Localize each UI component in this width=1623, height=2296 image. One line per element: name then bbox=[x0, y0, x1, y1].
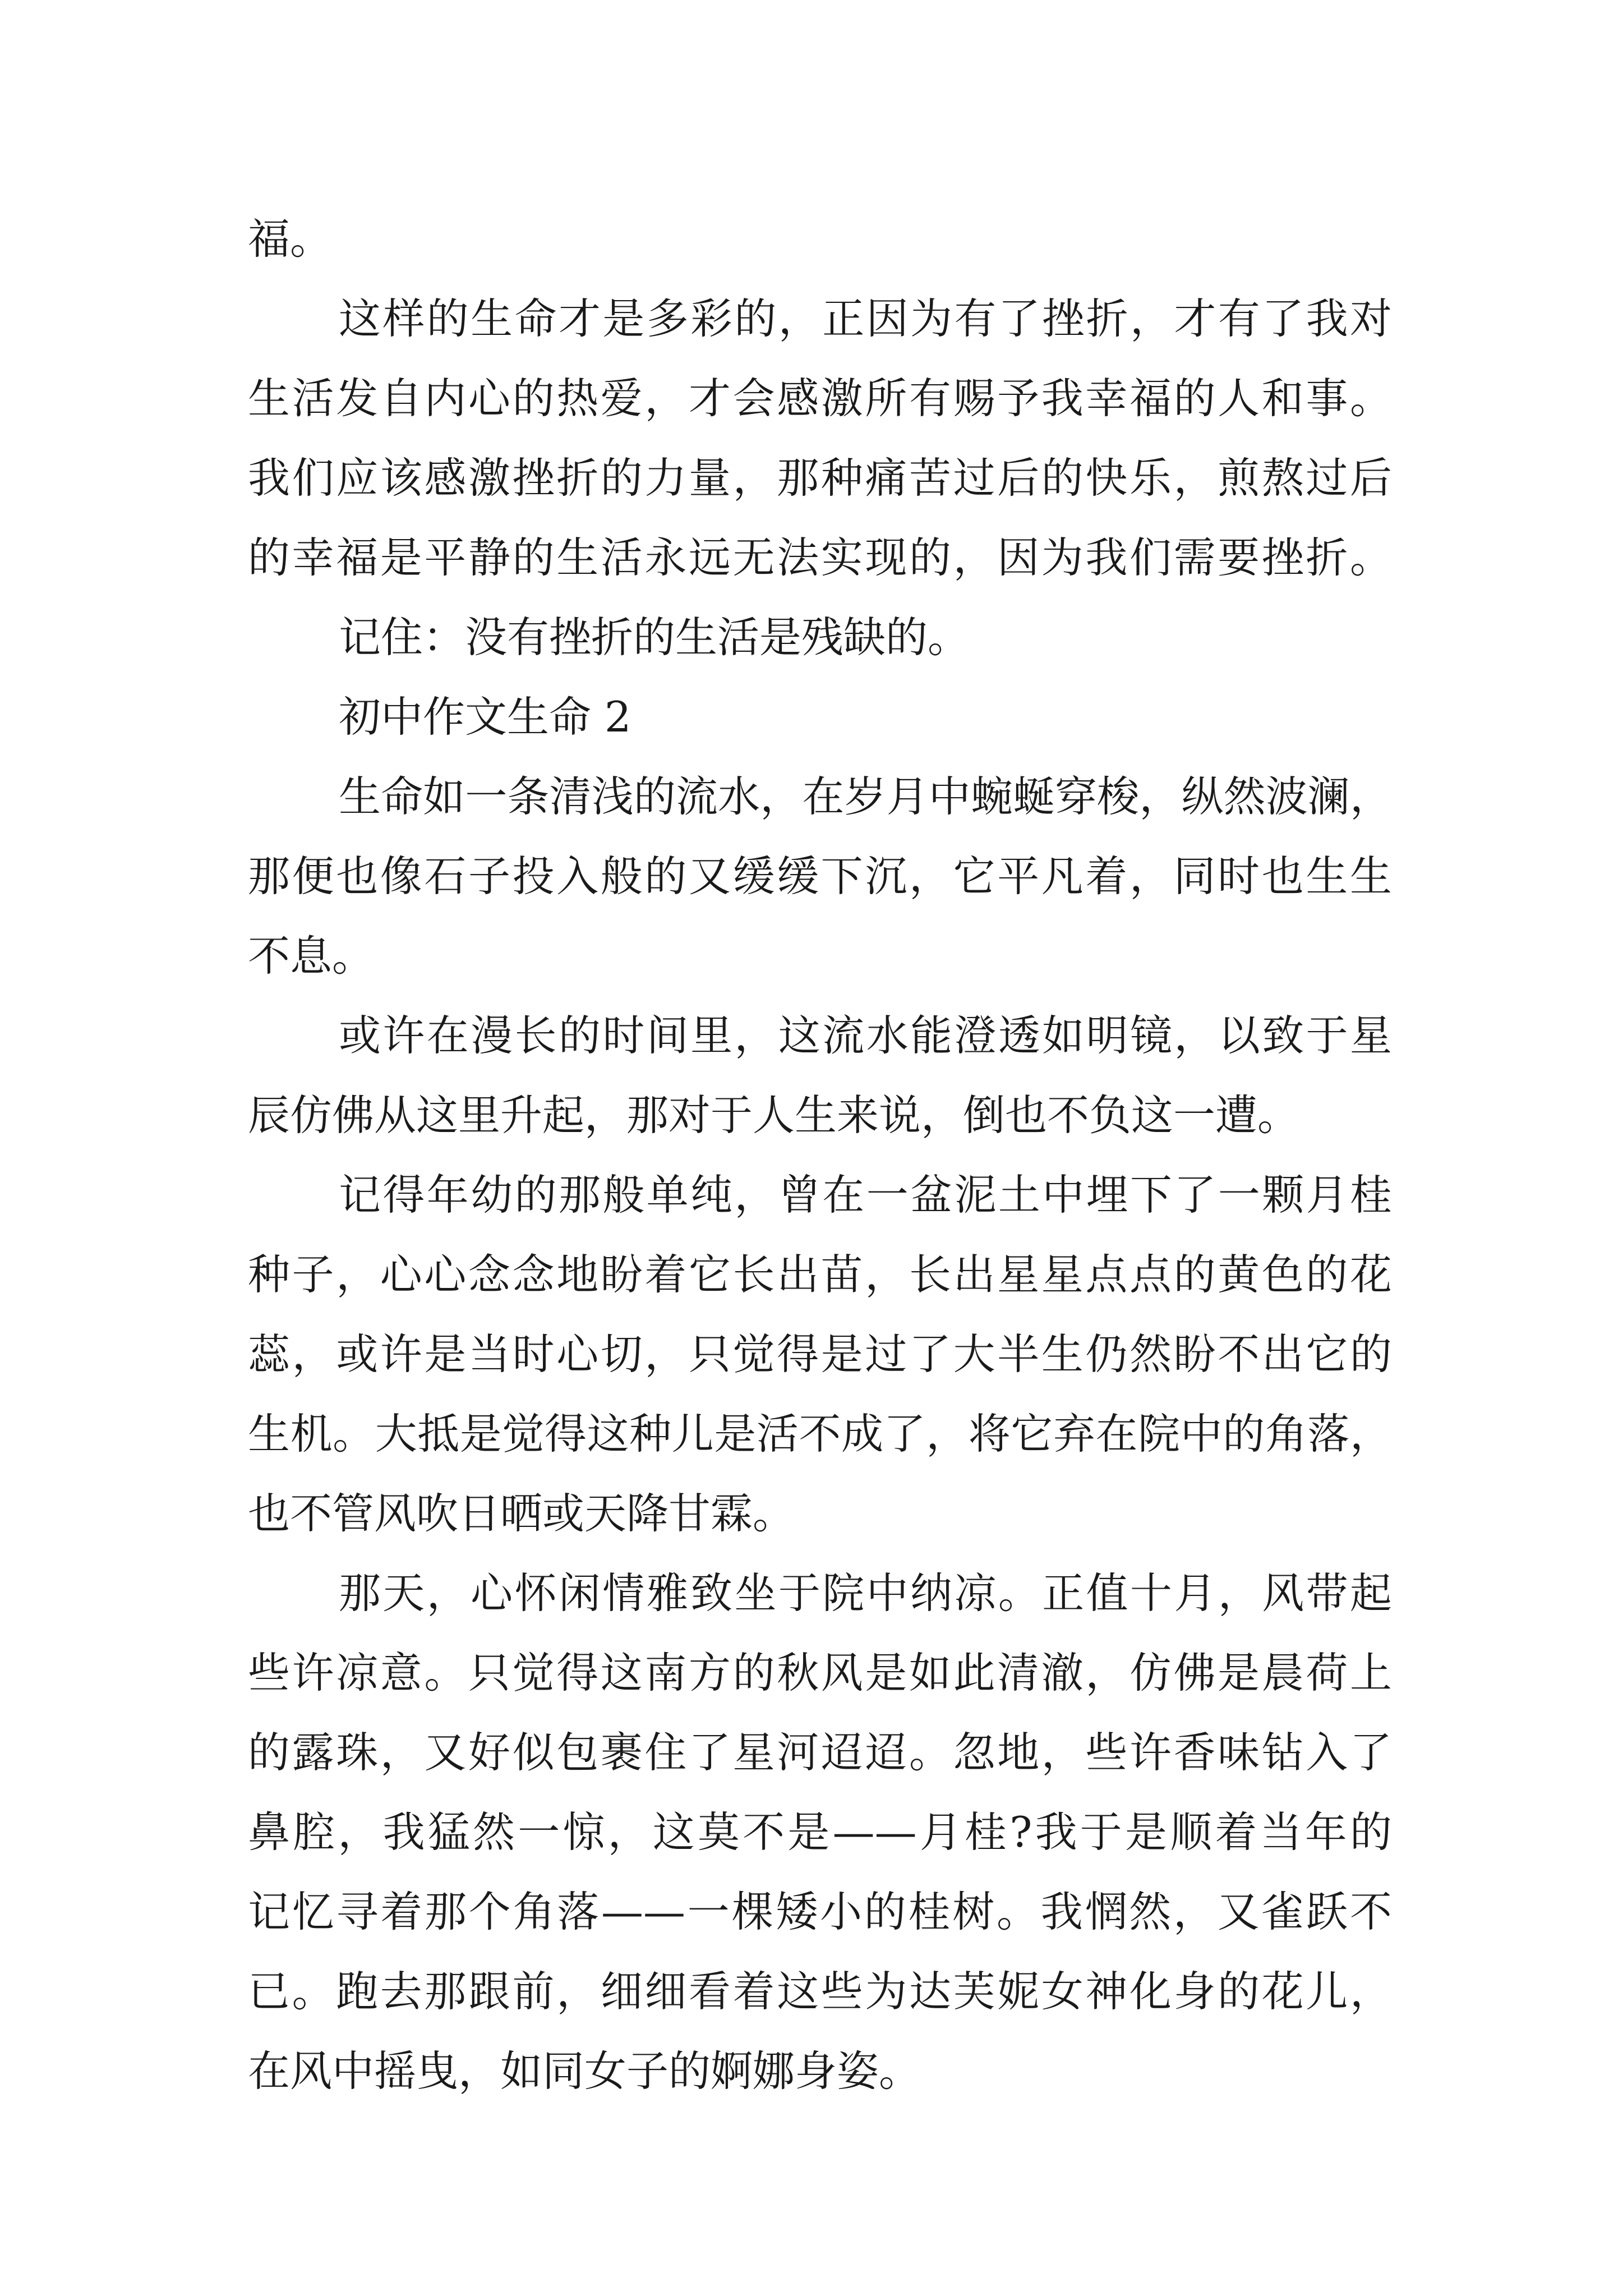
text-line: 在风中摇曳，如同女子的婀娜身姿。 bbox=[248, 2046, 921, 2096]
text-line: 那天，心怀闲情雅致坐于院中纳凉。正值十月，风带起 bbox=[339, 1568, 1392, 1618]
text-line: 生活发自内心的热爱，才会感激所有赐予我幸福的人和事。 bbox=[248, 374, 1392, 423]
text-line: 的露珠，又好似包裹住了星河迢迢。忽地，些许香味钻入了 bbox=[248, 1728, 1392, 1777]
text-line: 的幸福是平静的生活永远无法实现的，因为我们需要挫折。 bbox=[248, 533, 1392, 582]
text-line: 蕊，或许是当时心切，只觉得是过了大半生仍然盼不出它的 bbox=[248, 1329, 1392, 1379]
text-line: 记得年幼的那般单纯，曾在一盆泥土中埋下了一颗月桂 bbox=[339, 1170, 1392, 1220]
text-line: 福。 bbox=[248, 214, 333, 264]
text-line: 种子，心心念念地盼着它长出苗，长出星星点点的黄色的花 bbox=[248, 1250, 1392, 1299]
text-line: 也不管风吹日晒或天降甘霖。 bbox=[248, 1489, 795, 1538]
text-line: 这样的生命才是多彩的，正因为有了挫折，才有了我对 bbox=[339, 294, 1392, 343]
text-line: 不息。 bbox=[248, 931, 375, 981]
text-line: 辰仿佛从这里升起，那对于人生来说，倒也不负这一遭。 bbox=[248, 1091, 1300, 1140]
document-body bbox=[248, 199, 1392, 2111]
text-line: 鼻腔，我猛然一惊，这莫不是——月桂?我于是顺着当年的 bbox=[248, 1807, 1392, 1857]
text-line: 或许在漫长的时间里，这流水能澄透如明镜，以致于星 bbox=[339, 1011, 1392, 1060]
text-line: 记忆寻着那个角落——一棵矮小的桂树。我惘然，又雀跃不 bbox=[248, 1887, 1392, 1936]
text-line: 记住：没有挫折的生活是残缺的。 bbox=[339, 613, 970, 662]
text-line: 生命如一条清浅的流水，在岁月中蜿蜒穿梭，纵然波澜， bbox=[339, 772, 1392, 821]
text-line: 那便也像石子投入般的又缓缓下沉，它平凡着，同时也生生 bbox=[248, 852, 1392, 901]
text-line: 已。跑去那跟前，细细看着这些为达芙妮女神化身的花儿， bbox=[248, 1967, 1392, 2016]
text-line: 初中作文生命 2 bbox=[339, 692, 631, 742]
text-line: 生机。大抵是觉得这种儿是活不成了，将它弃在院中的角落， bbox=[248, 1409, 1392, 1458]
text-line: 些许凉意。只觉得这南方的秋风是如此清澈，仿佛是晨荷上 bbox=[248, 1648, 1392, 1697]
text-line: 我们应该感激挫折的力量，那种痛苦过后的快乐，煎熬过后 bbox=[248, 453, 1392, 503]
